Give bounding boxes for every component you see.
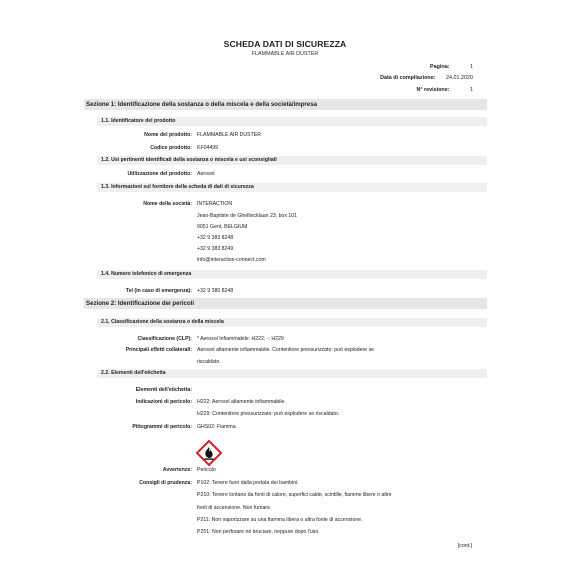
- precaution-p251: P251: Non perforare né bruciare, neppure dopo l'uso.: [197, 529, 320, 535]
- emergency-phone-label: Tel (in caso di emergenza):: [125, 288, 192, 294]
- emergency-phone-value: +32 9 380 8248: [197, 288, 234, 294]
- company-city-line: 9051 Gent, BELGIUM: [197, 224, 248, 230]
- hazard-statement-h229: H229: Contenitore pressurizzato: può esplodere se riscaldato.: [197, 411, 340, 417]
- page-number-row: [430, 64, 473, 70]
- precaution-p210-cont: fonti di accensione. Non fumare.: [197, 505, 272, 511]
- document-title: SCHEDA DATI DI SICUREZZA: [223, 39, 347, 49]
- label-elements-label: Elementi dell'etichetta:: [135, 387, 192, 393]
- subsection-2-2-header: 2.2. Elementi dell'etichetta: [97, 369, 487, 378]
- subsection-1-4-header: 1.4. Numero telefonico di emergenza: [97, 270, 487, 279]
- pictogram-value: GHS02: Fiamma: [197, 424, 236, 430]
- subsection-1-1-header: 1.1. Identificatore del prodotto: [97, 117, 487, 126]
- company-line: INTERACTION: [197, 201, 233, 207]
- document-product-name: FLAMMABLE AIR DUSTER: [251, 51, 319, 57]
- page-number-label: Pagina:: [430, 64, 450, 70]
- subsection-1-2-header: 1.2. Usi pertinenti identificati della sostanza o miscela e usi sconsigliati: [97, 156, 487, 165]
- continued-marker: [cont.]: [457, 543, 472, 549]
- hazard-statements-label: Indicazioni di pericolo:: [135, 399, 192, 405]
- product-use-label: Utilizzazione del prodotto:: [127, 171, 192, 177]
- product-use-value: Aerosol: [197, 171, 215, 177]
- signal-word-label: Avvertenze:: [162, 467, 192, 473]
- main-effects-line: riscaldato.: [197, 359, 221, 365]
- clp-classification-value: * Aerosol Infiammabile: H222; -: H229: [197, 336, 284, 342]
- section-1-header: Sezione 1: Identificazione della sostanza o della miscela e della società/impresa: [84, 99, 487, 110]
- company-phone-line: +32 9 383 8248: [197, 235, 234, 241]
- company-name-label: Nome della società:: [143, 201, 192, 207]
- section-2-header: Sezione 2: Identificazione dei pericoli: [84, 298, 487, 309]
- subsection-2-1-header: 2.1. Classificazione della sostanza o della miscela: [97, 318, 487, 327]
- precaution-p102: P102: Tenere fuori dalla portata dei bambini.: [197, 480, 299, 486]
- product-code-value: KF04499: [197, 145, 219, 151]
- compilation-date-value: 24.01.2020: [446, 75, 473, 81]
- main-effects-line: Aerosol altamente infiammabile. Contenitore pressurizzato: può esplodere se: [197, 347, 375, 353]
- compilation-date-label: Data di compilazione:: [380, 75, 436, 81]
- company-email-line: info@interaction-connect.com: [197, 257, 266, 263]
- clp-classification-label: Classificazione (CLP):: [137, 336, 192, 342]
- company-address-line: Jean-Baptiste de Ghellincklaan 23, box 101: [197, 213, 298, 219]
- hazard-statement-h222: H222: Aerosol altamente infiammabile.: [197, 399, 286, 405]
- precaution-p211: P211: Non vaporizzare su una fiamma libera o altra fonte di accensione.: [197, 517, 363, 523]
- pictograms-label: Pittogrammi di pericolo:: [132, 424, 192, 430]
- signal-word-value: Pericolo: [197, 467, 216, 473]
- main-effects-label: Principali effetti collaterali:: [125, 347, 192, 353]
- product-name-value: FLAMMABLE AIR DUSTER: [197, 132, 261, 138]
- subsection-1-3-header: 1.3. Informazioni sul fornitore della scheda di dati di sicurezza: [97, 183, 487, 192]
- ghs02-flame-icon: [196, 440, 222, 466]
- precaution-p210: P210: Tenere lontano da fonti di calore, superfici calde, scintille, fiamme libere o altre: [197, 492, 392, 498]
- compilation-date-row: [380, 75, 473, 81]
- revision-value: 1: [470, 87, 473, 93]
- revision-row: [416, 87, 473, 93]
- product-name-label: Nome del prodotto:: [144, 132, 192, 138]
- company-fax-line: +32 9 383 8249: [197, 246, 234, 252]
- revision-label: N° revisione:: [416, 87, 450, 93]
- precautionary-statements-label: Consigli di prudenza:: [139, 480, 192, 486]
- product-code-label: Codice prodotto:: [150, 145, 192, 151]
- page-number-value: 1: [470, 64, 473, 70]
